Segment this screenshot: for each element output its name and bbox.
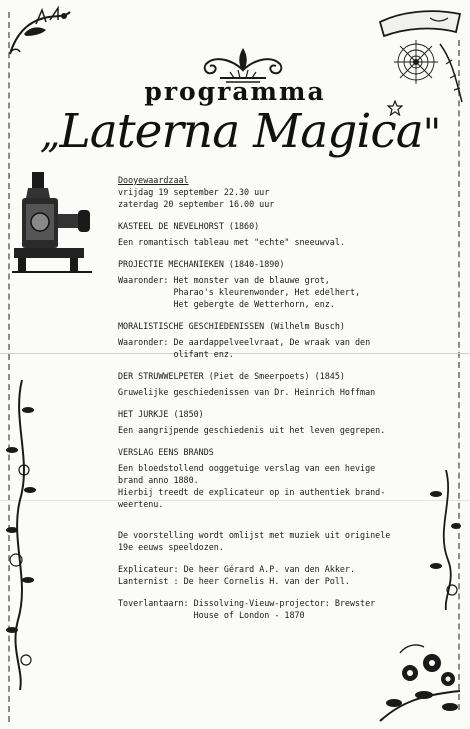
- item-description: [118, 236, 448, 248]
- item-description: [118, 386, 448, 398]
- item-title: HET JURKJE (1850): [118, 409, 204, 419]
- item-title: DER STRUWWELPETER (Piet de Smeerpoets) (1845): [118, 371, 345, 381]
- programme-body: [118, 174, 448, 621]
- credit-row: [118, 563, 448, 575]
- date-line: zaterdag 20 september 16.00 uur: [118, 199, 275, 209]
- description-line: Gruwelijke geschiedenissen van Dr. Heinrich Hoffman: [118, 387, 376, 397]
- description-line: Een aangrijpende geschiedenis uit het leven gegrepen.: [118, 425, 386, 435]
- item-description: [118, 462, 448, 510]
- description-line: Een bloedstollend ooggetuige verslag van een hevige: [118, 463, 376, 473]
- programme-item: [118, 258, 448, 310]
- credit-label: Explicateur:: [118, 564, 184, 574]
- credit-row: [118, 597, 448, 621]
- description-line: Pharao's kleurenwonder, Het edelhert,: [173, 287, 361, 297]
- item-title: MORALISTISCHE GESCHIEDENISSEN (Wilhelm Busch): [118, 321, 345, 331]
- item-description: [118, 336, 448, 360]
- closing-line: De voorstelling wordt omlijst met muziek uit originele: [118, 530, 391, 540]
- item-label: Waaronder:: [118, 337, 174, 347]
- credit-value: Dissolving-Vieuw-projector: Brewster: [193, 598, 376, 608]
- description-line: Het gebergte de Wetterhorn, enz.: [173, 299, 335, 309]
- item-title: PROJECTIE MECHANIEKEN (1840-1890): [118, 259, 285, 269]
- programme-item: [118, 446, 448, 510]
- description-line: Hierbij treedt de explicateur op in authentiek brand-: [118, 487, 386, 497]
- description-line: brand anno 1880.: [118, 475, 199, 485]
- item-title: KASTEEL DE NEVELHORST (1860): [118, 221, 260, 231]
- programme-item: [118, 370, 448, 398]
- credit-label: Toverlantaarn:: [118, 598, 194, 608]
- title-close-quote: ": [422, 111, 441, 157]
- item-title: VERSLAG EENS BRANDS: [118, 447, 214, 457]
- closing-line: 19e eeuws speeldozen.: [118, 542, 224, 552]
- credit-value: House of London - 1870: [193, 610, 305, 620]
- page-title: [20, 104, 460, 159]
- dragon-corner-icon: [6, 4, 76, 60]
- description-line: Het monster van de blauwe grot,: [173, 275, 330, 285]
- credit-value: De heer Cornelis H. van der Poll.: [183, 576, 350, 586]
- title-open-quote: „: [39, 111, 60, 157]
- description-line: De aardappelveelvraat, De wraak van den: [173, 337, 371, 347]
- programme-item: [118, 220, 448, 248]
- item-description: [118, 424, 448, 436]
- flower-vine-icon: [2, 380, 44, 690]
- venue-name: Dooyewaardzaal: [118, 175, 189, 185]
- item-label: Waaronder:: [118, 275, 174, 285]
- description-line: olifant enz.: [173, 349, 234, 359]
- spider-web-icon: [370, 4, 466, 106]
- programme-item: [118, 320, 448, 360]
- description-line: Een romantisch tableau met "echte" sneeuwval.: [118, 237, 345, 247]
- programme-item: [118, 408, 448, 436]
- closing-note: [118, 529, 448, 553]
- flower-bouquet-icon: [370, 633, 466, 725]
- lantern-info: [118, 597, 448, 621]
- description-line: weertenu.: [118, 499, 164, 509]
- programme-subtitle: programma: [144, 77, 326, 106]
- title-text: Laterna Magica: [59, 104, 423, 159]
- credit-row: [118, 575, 448, 587]
- credits: [118, 563, 448, 587]
- lantern-icon: [6, 168, 98, 278]
- date-line: vrijdag 19 september 22.30 uur: [118, 187, 270, 197]
- date-list: [118, 186, 448, 210]
- credit-value: De heer Gérard A.P. van den Akker.: [183, 564, 355, 574]
- credit-label: Lanternist :: [118, 576, 184, 586]
- item-description: [118, 274, 448, 310]
